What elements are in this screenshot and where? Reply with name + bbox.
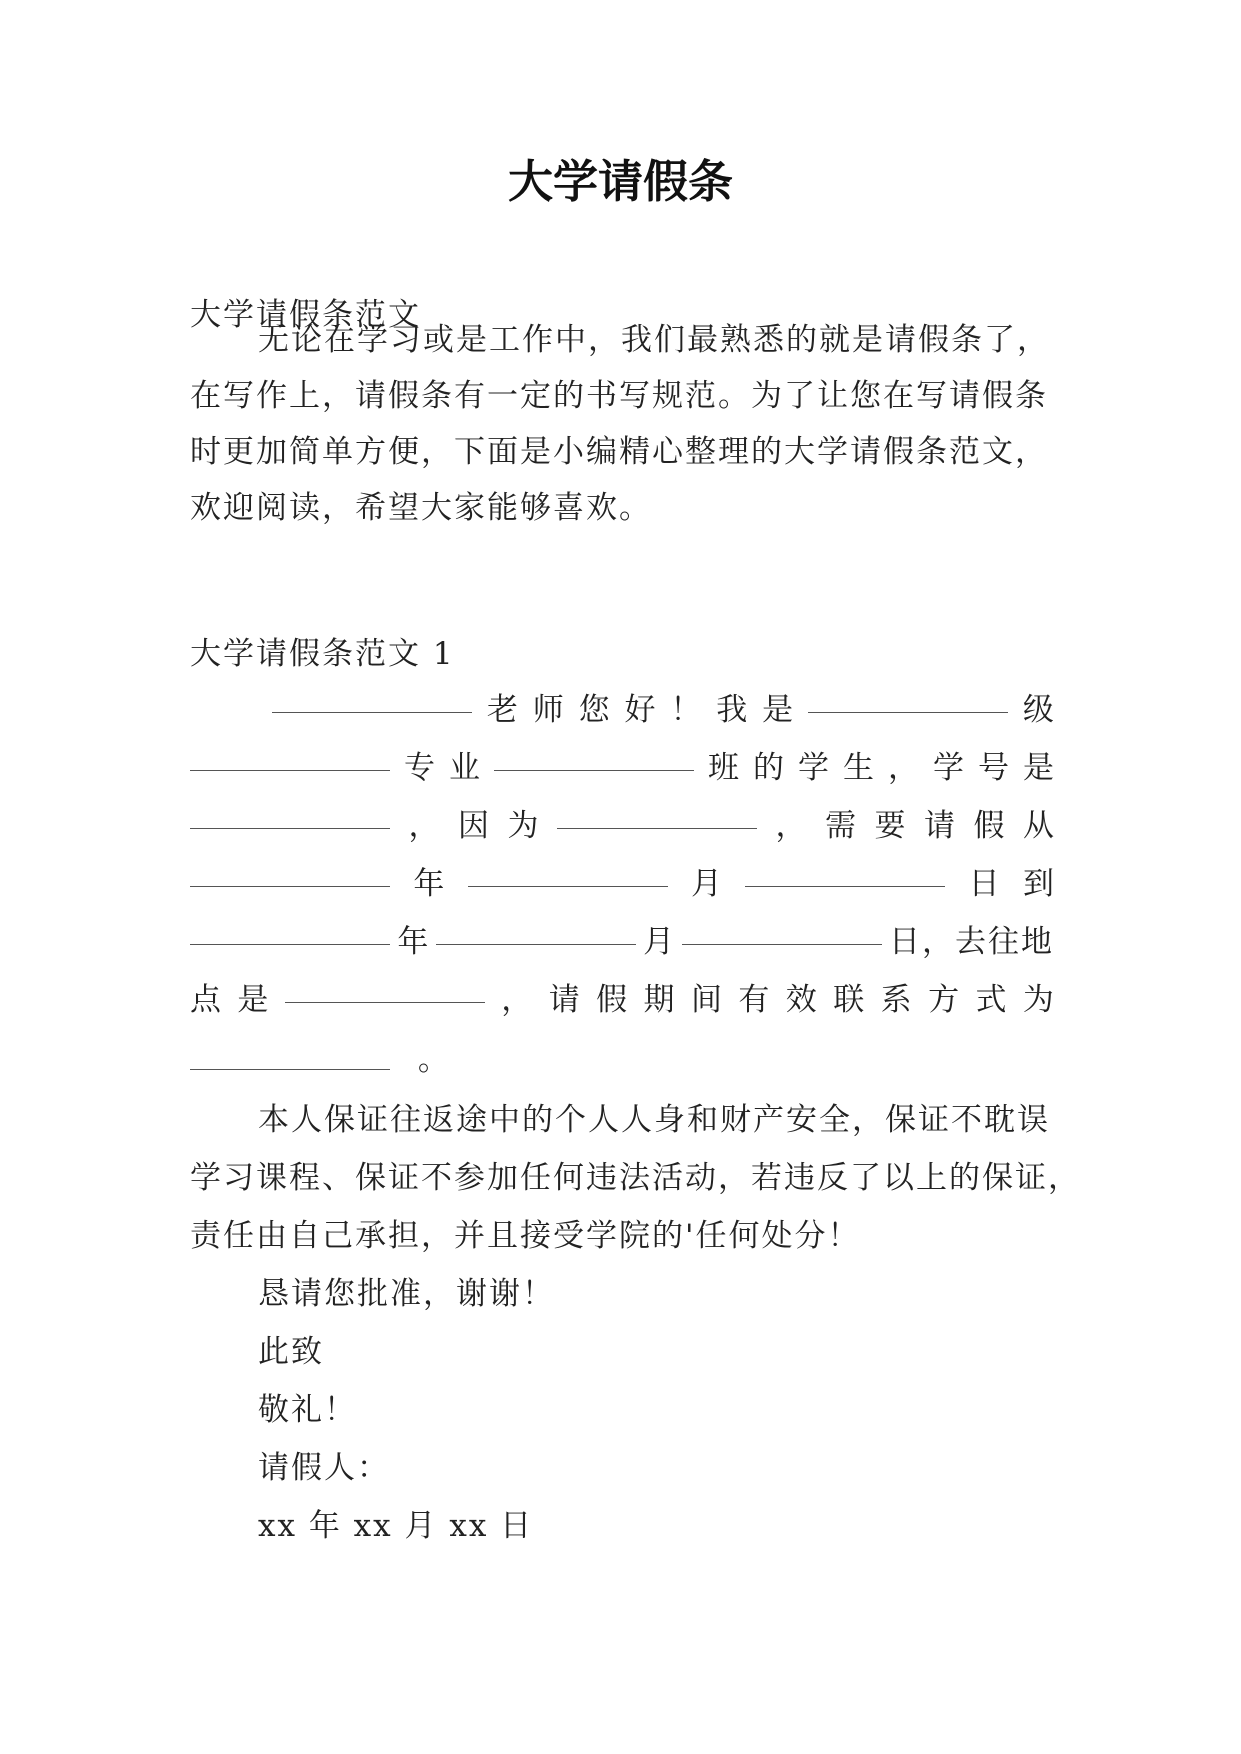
form-char: 学 (933, 750, 964, 786)
form-line-5 (190, 922, 1054, 962)
start-year-blank[interactable] (190, 864, 390, 887)
form-char: 日 (968, 866, 1000, 902)
form-char: 期 (643, 982, 675, 1018)
form-char: 。 (417, 1042, 451, 1078)
form-line-6 (190, 980, 1054, 1020)
form-line-3 (190, 806, 1054, 846)
destination-blank[interactable] (285, 980, 485, 1003)
form-char: 方 (928, 982, 960, 1018)
form-char: ， (888, 750, 919, 786)
form-char: 联 (833, 982, 865, 1018)
form-line-2 (190, 748, 1054, 788)
signature-date: xx 年 xx 月 xx 日 (258, 1508, 534, 1544)
applicant-label: 请假人： (258, 1450, 390, 1486)
form-char: 号 (978, 750, 1009, 786)
form-char: 到 (1022, 866, 1054, 902)
form-char: 是 (237, 982, 269, 1018)
form-char: 为 (507, 808, 539, 844)
form-char: 有 (738, 982, 770, 1018)
form-char: 式 (975, 982, 1007, 1018)
closing-request: 恳请您批准，谢谢！ (258, 1276, 555, 1312)
form-char: 学 (798, 750, 829, 786)
form-char: 需 (825, 808, 856, 844)
form-char: 年 (397, 924, 429, 960)
form-char: 业 (449, 750, 480, 786)
form-char: 间 (690, 982, 722, 1018)
contact-blank[interactable] (190, 1047, 390, 1070)
teacher-name-blank[interactable] (272, 690, 472, 713)
form-char: ！ (670, 692, 702, 728)
form-char: 月 (690, 866, 722, 902)
closing-ci-zhi: 此致 (258, 1334, 324, 1370)
form-char: 老 (486, 692, 518, 728)
form-char: 请 (548, 982, 580, 1018)
form-char: ， (501, 982, 533, 1018)
body-paragraph-line: 学习课程、保证不参加任何违法活动，若违反了以上的保证， (190, 1160, 1081, 1196)
form-char: 是 (762, 692, 794, 728)
form-char: 假 (973, 808, 1005, 844)
end-year-blank[interactable] (190, 922, 390, 945)
form-char: 好 (624, 692, 656, 728)
grade-blank[interactable] (808, 690, 1008, 713)
form-char: 月 (643, 924, 675, 960)
form-char: 请 (924, 808, 955, 844)
form-char: ， (775, 808, 807, 844)
form-char: 系 (880, 982, 912, 1018)
form-char: 是 (1023, 750, 1054, 786)
form-char: 要 (874, 808, 906, 844)
intro-heading: 大学请假条范文 (190, 297, 421, 333)
start-month-blank[interactable] (468, 864, 668, 887)
form-line-1 (272, 690, 1054, 730)
form-char: 您 (578, 692, 610, 728)
form-char: 生 (843, 750, 874, 786)
intro-paragraph-line: 欢迎阅读，希望大家能够喜欢。 (190, 490, 652, 526)
form-char: 点 (190, 982, 221, 1018)
student-id-blank[interactable] (190, 806, 390, 829)
body-paragraph-line: 责任由自己承担，并且接受学院的'任何处分！ (190, 1218, 861, 1254)
reason-blank[interactable] (557, 806, 757, 829)
form-char: 从 (1023, 808, 1054, 844)
form-char: 专 (404, 750, 435, 786)
form-char: 班 (708, 750, 739, 786)
end-day-blank[interactable] (682, 922, 882, 945)
form-char: 师 (532, 692, 564, 728)
start-day-blank[interactable] (745, 864, 945, 887)
form-line-4 (190, 864, 1054, 904)
intro-paragraph-line: 在写作上，请假条有一定的书写规范。为了让您在写请假条 (190, 378, 1048, 414)
body-paragraph-line: 本人保证往返途中的个人人身和财产安全，保证不耽误 (258, 1102, 1050, 1138)
sample-heading: 大学请假条范文 1 (190, 636, 455, 672)
form-char: 效 (785, 982, 817, 1018)
class-blank[interactable] (494, 748, 694, 771)
form-char: 级 (1022, 692, 1054, 728)
form-char: 假 (596, 982, 628, 1018)
closing-jing-li: 敬礼！ (258, 1392, 357, 1428)
intro-paragraph-line: 时更加简单方便，下面是小编精心整理的大学请假条范文， (190, 434, 1048, 470)
form-char: 的 (753, 750, 784, 786)
form-line-7 (190, 1040, 1054, 1080)
intro-paragraph-line: 无论在学习或是工作中，我们最熟悉的就是请假条了， (258, 322, 1050, 358)
form-char: 年 (413, 866, 445, 902)
form-char: 我 (716, 692, 748, 728)
form-char: 因 (458, 808, 489, 844)
end-month-blank[interactable] (436, 922, 636, 945)
page-title: 大学请假条 (507, 155, 733, 208)
form-char: 为 (1022, 982, 1054, 1018)
form-char: 日，去往地 (888, 924, 1054, 960)
form-char: ， (408, 808, 440, 844)
major-blank[interactable] (190, 748, 390, 771)
